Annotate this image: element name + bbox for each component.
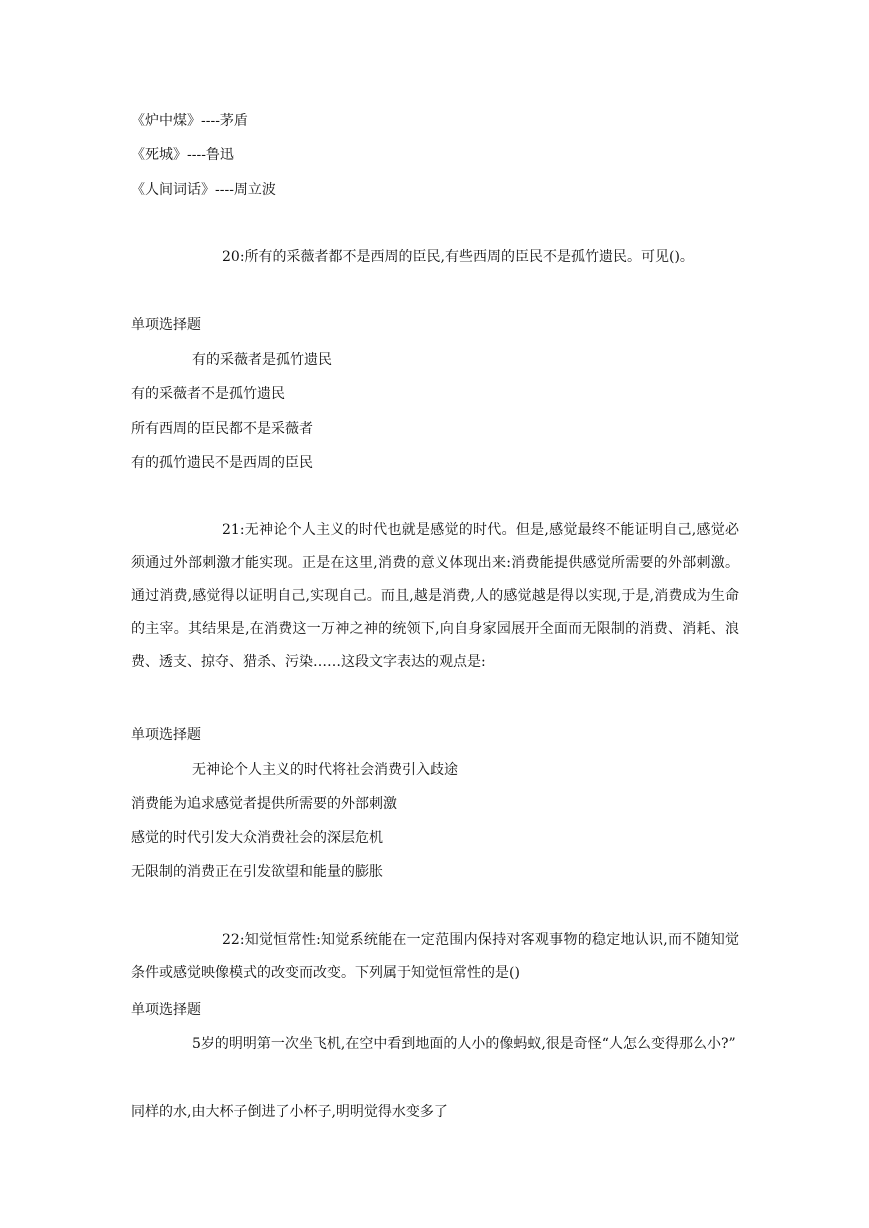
q22-option-b: 同样的水,由大杯子倒进了小杯子,明明觉得水变多了 [131,1104,448,1120]
q20-option-a: 有的采薇者是孤竹遗民 [192,352,332,368]
q21-option-d: 无限制的消费正在引发欲望和能量的膨胀 [131,864,383,880]
q21-type: 单项选择题 [131,727,201,743]
work-line-3: 《人间词话》----周立波 [131,182,276,198]
work-line-2: 《死城》----鲁迅 [131,147,234,163]
q20-question: 20:所有的采薇者都不是西周的臣民,有些西周的臣民不是孤竹遗民。可见()。 [222,249,694,265]
q21-option-c: 感觉的时代引发大众消费社会的深层危机 [131,830,383,846]
q20-type: 单项选择题 [131,317,201,333]
q22-option-a: 5岁的明明第一次坐飞机,在空中看到地面的人小的像蚂蚁,很是奇怪“人怎么变得那么小?” [192,1036,736,1052]
q22-question: 22:知觉恒常性:知觉系统能在一定范围内保持对客观事物的稳定地认识,而不随知觉条件或感觉映像模式的改变而改变。下列属于知觉恒常性的是() [131,932,739,981]
q22-type: 单项选择题 [131,1002,201,1018]
q21-question: 21:无神论个人主义的时代也就是感觉的时代。但是,感觉最终不能证明自己,感觉必须通过外部刺激才能实现。正是在这里,消费的意义体现出来:消费能提供感觉所需要的外部刺激。通过消费,感觉得以证明自己,实现自己。而且,越是消费,人的感觉越是得以实现,于是,消费成为生命的主宰。其结果是,在消费这一万神之神的统领下,向自身家园展开全面而无限制的消费、消耗、浪费、透支、掠夺、猎杀、污染……这段文字表达的观点是: [131,522,739,670]
q21-option-b: 消费能为追求感觉者提供所需要的外部刺激 [131,796,397,812]
q20-option-d: 有的孤竹遗民不是西周的臣民 [131,455,313,471]
q20-option-c: 所有西周的臣民都不是采薇者 [131,421,313,437]
q21-option-a: 无神论个人主义的时代将社会消费引入歧途 [192,762,458,778]
q20-option-b: 有的采薇者不是孤竹遗民 [131,386,285,402]
work-line-1: 《炉中煤》----茅盾 [131,113,248,129]
